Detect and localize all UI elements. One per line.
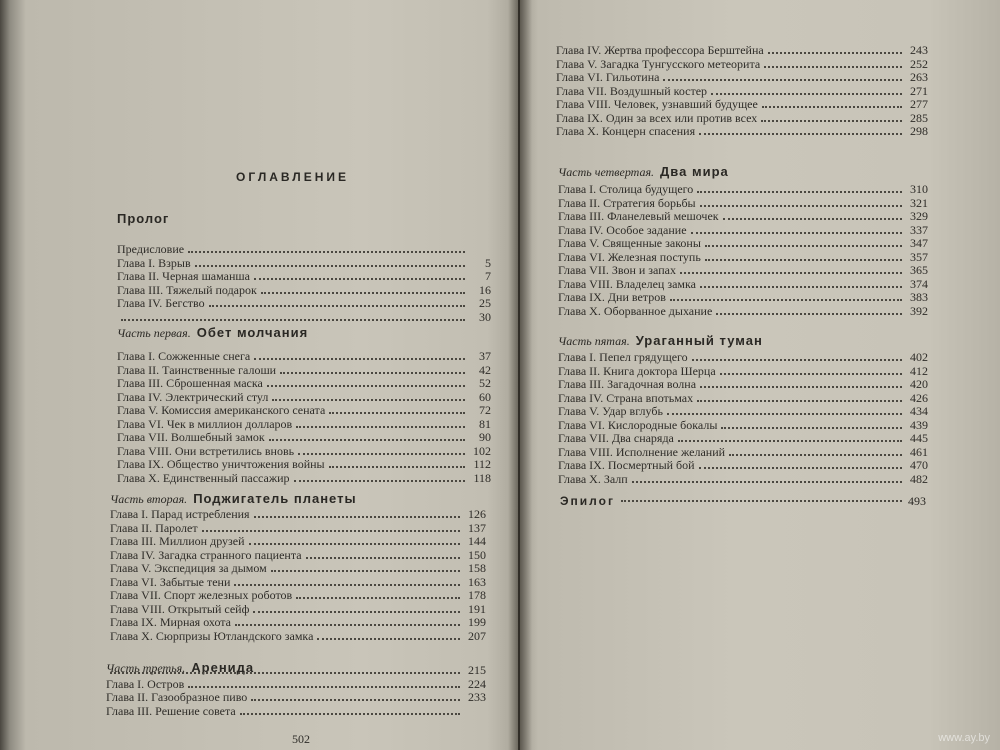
chapter-page: 285 xyxy=(910,110,928,125)
chapter-title: Глава VII. Волшебный замок xyxy=(117,430,265,444)
toc-entry xyxy=(558,197,928,211)
toc-entry xyxy=(117,284,491,298)
chapter-page: 420 xyxy=(910,377,928,391)
chapter-title: Глава VIII. Они встретились вновь xyxy=(117,443,295,458)
dot-leader xyxy=(235,623,460,626)
chapter-title: Глава V. Загадка Тунгусского метеорита xyxy=(556,56,761,71)
chapter-title: Предисловие xyxy=(117,242,185,256)
chapter-page: 321 xyxy=(910,195,928,210)
dot-leader xyxy=(261,291,465,294)
chapter-page: 347 xyxy=(910,236,928,250)
chapter-page: 233 xyxy=(468,690,486,704)
chapter-page: 37 xyxy=(479,349,491,363)
dot-leader xyxy=(251,698,460,701)
toc-entry xyxy=(110,549,486,563)
dot-leader xyxy=(110,671,460,674)
dot-leader xyxy=(267,384,465,387)
chapter-title: Глава VIII. Исполнение желаний xyxy=(558,444,726,459)
dot-leader xyxy=(280,371,465,374)
chapter-page: 72 xyxy=(479,403,491,417)
toc-entry xyxy=(117,472,491,486)
toc-entry xyxy=(110,508,486,522)
chapter-page: 112 xyxy=(473,457,491,471)
dot-leader xyxy=(663,78,902,81)
chapter-page: 412 xyxy=(910,363,928,378)
chapter-title: Глава II. Книга доктора Шерца xyxy=(558,363,716,378)
chapter-title: Глава IX. Дни ветров xyxy=(558,290,666,304)
toc-entry xyxy=(110,616,486,630)
dot-leader xyxy=(716,312,902,315)
chapter-title: Глава VII. Воздушный костер xyxy=(556,83,708,98)
chapter-title: Глава I. Парад истребления xyxy=(110,507,250,521)
chapter-title: Глава IX. Посмертный бой xyxy=(558,458,695,472)
chapter-page: 365 xyxy=(910,263,928,277)
chapter-title: Глава X. Сюрпризы Ютландского замка xyxy=(110,628,314,643)
chapter-title: Глава I. Столица будущего xyxy=(558,182,694,196)
dot-leader xyxy=(721,426,902,429)
chapter-title: Глава VI. Кислородные бокалы xyxy=(558,417,718,432)
chapter-page: 126 xyxy=(468,507,486,521)
dot-leader xyxy=(700,285,902,288)
dot-leader xyxy=(272,398,465,401)
toc-entry xyxy=(117,243,491,257)
chapter-title: Глава V. Священные законы xyxy=(558,236,701,250)
chapter-title: Глава X. Концерн спасения xyxy=(556,124,696,138)
chapter-page: 118 xyxy=(473,470,491,485)
chapter-title: Глава III. Миллион друзей xyxy=(110,534,245,548)
part2-label: Часть вторая. xyxy=(110,492,188,506)
part1-label: Часть первая. xyxy=(117,326,191,340)
toc-entry xyxy=(556,44,928,58)
dot-leader xyxy=(296,596,460,599)
chapter-title: Глава VI. Чек в миллион долларов xyxy=(117,416,293,431)
toc-entry xyxy=(558,224,928,238)
chapter-page: 16 xyxy=(479,282,491,297)
dot-leader xyxy=(249,542,460,545)
dot-leader xyxy=(329,465,465,468)
dot-leader xyxy=(306,556,460,559)
toc-entry xyxy=(117,404,491,418)
chapter-title: Глава II. Газообразное пиво xyxy=(106,690,248,704)
dot-leader xyxy=(700,385,902,388)
chapter-page: 30 xyxy=(479,309,491,324)
toc-entry xyxy=(117,297,491,311)
chapter-title: Глава II. Стратегия борьбы xyxy=(558,195,696,210)
toc-title: ОГЛАВЛЕНИЕ xyxy=(236,170,350,184)
toc-entry xyxy=(556,98,928,112)
chapter-page: 482 xyxy=(910,471,928,486)
chapter-page: 25 xyxy=(479,296,491,310)
epilog-entry xyxy=(560,494,926,509)
dot-leader xyxy=(761,119,902,122)
toc-entry xyxy=(558,473,928,487)
dot-leader xyxy=(692,358,902,361)
chapter-page: 337 xyxy=(910,222,928,237)
chapter-title: Глава III. Тяжелый подарок xyxy=(117,282,257,297)
part5-heading xyxy=(558,332,763,350)
chapter-page: 243 xyxy=(910,43,928,57)
dot-leader xyxy=(723,217,902,220)
chapter-page: 150 xyxy=(468,547,486,562)
chapter-title: Глава VI. Гильотина xyxy=(556,70,660,84)
dot-leader xyxy=(253,610,460,613)
toc-entry xyxy=(558,210,928,224)
chapter-page: 439 xyxy=(910,417,928,432)
part1-entries xyxy=(117,350,491,485)
toc-entry xyxy=(558,251,928,265)
chapter-title: Глава IV. Жертва профессора Берштейна xyxy=(556,43,764,57)
dot-leader xyxy=(762,105,902,108)
chapter-title: Глава III. Решение совета xyxy=(106,703,236,718)
chapter-page: 392 xyxy=(910,303,928,318)
dot-leader xyxy=(294,479,465,482)
dot-leader xyxy=(678,439,902,442)
chapter-page: 144 xyxy=(468,534,486,548)
toc-entry xyxy=(556,71,928,85)
chapter-page: 7 xyxy=(485,269,491,283)
part2-name: Поджигатель планеты xyxy=(193,491,357,506)
chapter-page: 224 xyxy=(468,676,486,691)
dot-leader xyxy=(680,271,902,274)
dot-leader xyxy=(317,637,460,640)
dot-leader xyxy=(296,425,465,428)
part3-name: Аренида xyxy=(191,660,255,675)
part5-entries xyxy=(558,351,928,486)
chapter-title: Глава X. Залп xyxy=(558,471,628,486)
chapter-page: 434 xyxy=(910,404,928,418)
dot-leader xyxy=(188,250,465,253)
chapter-page: 277 xyxy=(910,97,928,111)
toc-entry xyxy=(558,237,928,251)
part2-entries xyxy=(110,508,486,643)
chapter-page: 5 xyxy=(485,255,491,270)
chapter-page: 271 xyxy=(910,83,928,98)
chapter-title: Глава III. Сброшенная маска xyxy=(117,376,263,390)
chapter-title: Глава IX. Мирная охота xyxy=(110,615,232,629)
chapter-page: 357 xyxy=(910,249,928,264)
part4-entries xyxy=(558,183,928,318)
chapter-title: Глава III. Загадочная волна xyxy=(558,377,697,391)
toc-entry xyxy=(558,459,928,473)
chapter-title: Глава II. Черная шаманша xyxy=(117,269,250,283)
toc-entry xyxy=(106,664,486,678)
toc-entry xyxy=(117,458,491,472)
toc-entry xyxy=(110,603,486,617)
toc-entry xyxy=(117,431,491,445)
chapter-title: Глава VI. Забытые тени xyxy=(110,574,231,589)
dot-leader xyxy=(764,65,902,68)
toc-entry xyxy=(110,589,486,603)
chapter-title: Глава X. Единственный пассажир xyxy=(117,470,290,485)
epilog-title: Эпилог xyxy=(560,494,615,508)
toc-entry xyxy=(558,365,928,379)
chapter-title: Глава II. Таинственные галоши xyxy=(117,362,277,377)
chapter-page: 207 xyxy=(468,628,486,643)
dot-leader xyxy=(121,318,465,321)
part1-heading xyxy=(117,324,308,342)
chapter-page: 252 xyxy=(910,56,928,71)
dot-leader xyxy=(188,685,460,688)
dot-leader xyxy=(254,357,465,360)
chapter-page: 158 xyxy=(468,561,486,575)
toc-entry xyxy=(558,264,928,278)
page-number: 502 xyxy=(292,732,310,746)
chapter-title: Глава VIII. Человек, узнавший будущее xyxy=(556,97,758,111)
dot-leader xyxy=(621,500,902,502)
toc-entry xyxy=(558,291,928,305)
dot-leader xyxy=(691,231,902,234)
toc-entry xyxy=(110,522,486,536)
chapter-title: Глава VII. Звон и запах xyxy=(558,263,676,277)
toc-entry xyxy=(110,535,486,549)
dot-leader xyxy=(705,244,902,247)
toc-entry xyxy=(106,705,486,719)
chapter-page: 426 xyxy=(910,390,928,405)
dot-leader xyxy=(667,412,902,415)
dot-leader xyxy=(195,264,465,267)
toc-entry xyxy=(556,85,928,99)
chapter-page: 383 xyxy=(910,290,928,304)
chapter-page: 81 xyxy=(479,416,491,431)
dot-leader xyxy=(697,190,902,193)
chapter-title: Глава V. Комиссия американского сената xyxy=(117,403,326,417)
toc-entry xyxy=(558,183,928,197)
chapter-title: Глава VIII. Открытый сейф xyxy=(110,601,250,616)
toc-entry xyxy=(117,391,491,405)
part4-heading xyxy=(558,163,729,181)
chapter-title: Глава II. Паролет xyxy=(110,520,198,535)
chapter-title: Глава IV. Бегство xyxy=(117,296,205,310)
chapter-page: 163 xyxy=(468,574,486,589)
chapter-page: 402 xyxy=(910,350,928,364)
chapter-page: 445 xyxy=(910,431,928,445)
toc-entry xyxy=(558,378,928,392)
dot-leader xyxy=(699,466,902,469)
dot-leader xyxy=(670,298,902,301)
epilog-page: 493 xyxy=(908,494,926,508)
toc-entry xyxy=(558,278,928,292)
chapter-title: Глава VIII. Владелец замка xyxy=(558,276,696,291)
chapter-title: Глава IV. Загадка странного пациента xyxy=(110,547,302,562)
toc-entry xyxy=(558,405,928,419)
toc-entry xyxy=(558,446,928,460)
toc-entry xyxy=(110,576,486,590)
prolog-heading: Пролог xyxy=(117,211,170,226)
dot-leader xyxy=(699,132,902,135)
toc-entry xyxy=(117,311,491,325)
dot-leader xyxy=(711,92,902,95)
chapter-title: Глава I. Сожженные снега xyxy=(117,349,251,363)
dot-leader xyxy=(269,438,465,441)
chapter-title: Глава V. Экспедиция за дымом xyxy=(110,561,267,575)
toc-entry xyxy=(556,112,928,126)
chapter-title: Глава VII. Два снаряда xyxy=(558,431,674,445)
toc-entry xyxy=(117,350,491,364)
part1-name: Обет молчания xyxy=(196,325,309,340)
part3-entries xyxy=(106,664,486,718)
watermark: www.ay.by xyxy=(938,732,990,744)
part2-heading xyxy=(110,490,357,508)
toc-entry xyxy=(558,419,928,433)
chapter-page: 191 xyxy=(468,601,486,616)
chapter-title: Глава VII. Спорт железных роботов xyxy=(110,588,293,602)
book-gutter xyxy=(508,0,532,750)
dot-leader xyxy=(697,399,902,402)
dot-leader xyxy=(240,712,460,715)
chapter-page: 298 xyxy=(910,124,928,138)
prolog-entries xyxy=(117,243,491,324)
chapter-page: 102 xyxy=(473,443,491,458)
part5-name: Ураганный туман xyxy=(635,333,763,348)
chapter-page: 52 xyxy=(479,376,491,390)
dot-leader xyxy=(768,51,902,54)
dot-leader xyxy=(729,453,902,456)
part3-continued-entries xyxy=(556,44,928,139)
chapter-page: 60 xyxy=(479,389,491,404)
chapter-title: Глава V. Удар вглубь xyxy=(558,404,663,418)
toc-entry xyxy=(117,270,491,284)
dot-leader xyxy=(329,411,465,414)
chapter-page: 461 xyxy=(910,444,928,459)
chapter-title: Глава I. Пепел грядущего xyxy=(558,350,688,364)
toc-entry xyxy=(117,418,491,432)
toc-entry xyxy=(117,377,491,391)
dot-leader xyxy=(254,515,460,518)
toc-entry xyxy=(558,432,928,446)
toc-entry xyxy=(117,257,491,271)
chapter-page: 263 xyxy=(910,70,928,84)
chapter-title: Глава I. Взрыв xyxy=(117,255,191,270)
dot-leader xyxy=(271,569,460,572)
chapter-title: Глава I. Остров xyxy=(106,676,185,691)
chapter-page: 199 xyxy=(468,615,486,629)
chapter-title: Глава IV. Особое задание xyxy=(558,222,687,237)
chapter-title: Глава IX. Общество уничтожения войны xyxy=(117,457,325,471)
chapter-page: 329 xyxy=(910,209,928,223)
part3-label: Часть третья. xyxy=(106,661,186,675)
dot-leader xyxy=(209,304,465,307)
chapter-title: Глава IX. Один за всех или против всех xyxy=(556,110,758,125)
chapter-page: 374 xyxy=(910,276,928,291)
chapter-title: Глава IV. Электрический стул xyxy=(117,389,269,404)
toc-entry xyxy=(117,445,491,459)
chapter-page: 90 xyxy=(479,430,491,444)
chapter-page: 42 xyxy=(479,362,491,377)
chapter-page: 178 xyxy=(468,588,486,602)
chapter-title: Глава X. Оборванное дыхание xyxy=(558,303,713,318)
dot-leader xyxy=(202,529,460,532)
toc-entry xyxy=(558,392,928,406)
chapter-page: 310 xyxy=(910,182,928,196)
toc-entry xyxy=(106,691,486,705)
chapter-page: 470 xyxy=(910,458,928,472)
toc-entry xyxy=(556,125,928,139)
toc-entry xyxy=(110,630,486,644)
part4-name: Два мира xyxy=(660,164,729,179)
toc-entry xyxy=(117,364,491,378)
toc-entry xyxy=(110,562,486,576)
chapter-page: 215 xyxy=(468,663,486,677)
dot-leader xyxy=(298,452,465,455)
part4-label: Часть четвертая. xyxy=(558,165,655,179)
dot-leader xyxy=(720,372,902,375)
dot-leader xyxy=(632,480,902,483)
toc-entry xyxy=(558,305,928,319)
toc-entry xyxy=(106,678,486,692)
part5-label: Часть пятая. xyxy=(558,334,630,348)
dot-leader xyxy=(234,583,460,586)
chapter-page: 137 xyxy=(468,520,486,535)
dot-leader xyxy=(254,277,465,280)
toc-entry xyxy=(558,351,928,365)
chapter-title: Глава III. Фланелевый мешочек xyxy=(558,209,719,223)
toc-entry xyxy=(556,58,928,72)
dot-leader xyxy=(700,204,902,207)
chapter-title: Глава IV. Страна впотьмах xyxy=(558,390,694,405)
dot-leader xyxy=(705,258,902,261)
chapter-title: Глава VI. Железная поступь xyxy=(558,249,701,264)
